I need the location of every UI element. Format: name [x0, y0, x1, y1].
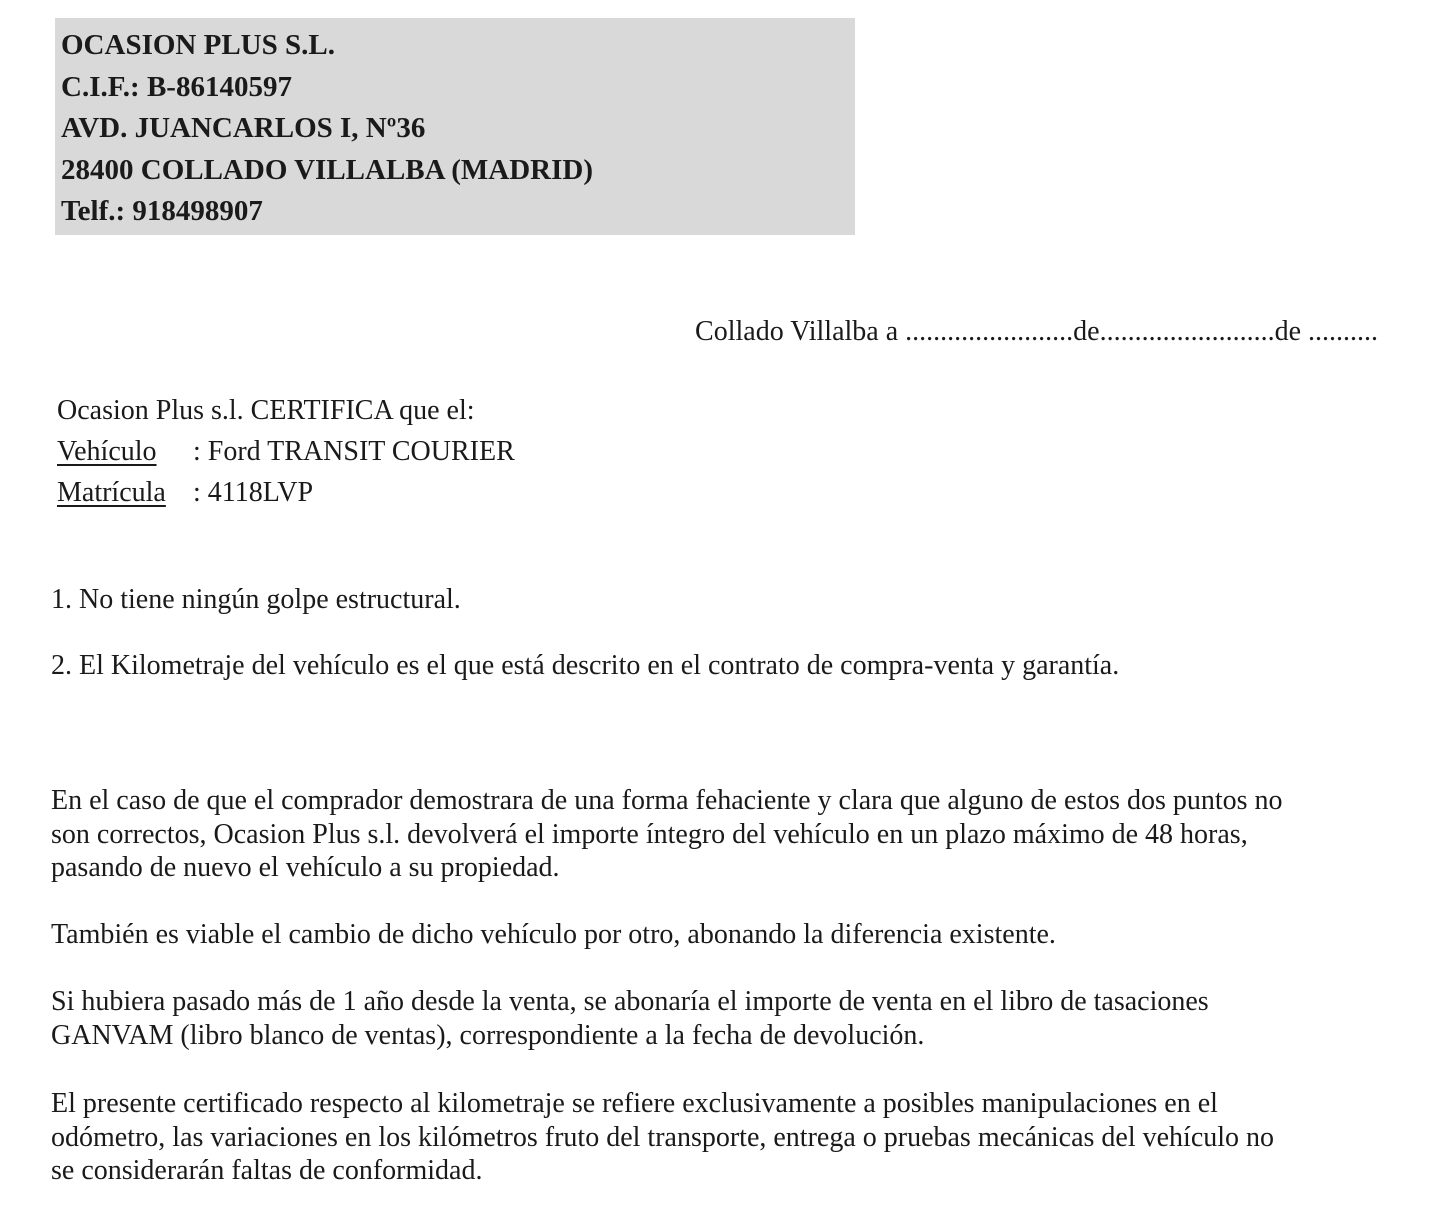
company-name: OCASION PLUS S.L. — [61, 29, 335, 61]
paragraph-exchange — [51, 918, 1391, 952]
company-cif: C.I.F.: B-86140597 — [61, 70, 292, 103]
plate-row — [57, 472, 515, 513]
paragraph-line: En el caso de que el comprador demostrara de una forma fehaciente y clara que alguno de estos dos puntos no — [51, 785, 1283, 816]
paragraph-line: son correctos, Ocasion Plus s.l. devolverá el importe íntegro del vehículo en un plazo máximo de 48 horas, — [51, 818, 1248, 850]
vehicle-row — [57, 431, 515, 472]
paragraph-refund — [51, 784, 1391, 885]
point-2: 2. El Kilometraje del vehículo es el que está descrito en el contrato de compra-venta y garantía. — [51, 650, 1120, 681]
paragraph-line: se considerarán faltas de conformidad. — [51, 1155, 483, 1186]
company-city: 28400 COLLADO VILLALBA (MADRID) — [61, 153, 593, 186]
paragraph-line: pasando de nuevo el vehículo a su propiedad. — [51, 852, 560, 883]
paragraph-line: GANVAM (libro blanco de ventas), correspondiente a la fecha de devolución. — [51, 1019, 925, 1051]
paragraph-odometer — [51, 1087, 1391, 1188]
paragraph-line: odómetro, las variaciones en los kilómetros fruto del transporte, entrega o pruebas mecánicas del vehículo no — [51, 1121, 1275, 1153]
point-1: 1. No tiene ningún golpe estructural. — [51, 584, 461, 615]
company-phone: Telf.: 918498907 — [61, 195, 263, 228]
paragraph-line: Si hubiera pasado más de 1 año desde la venta, se abonaría el importe de venta en el libro de tasaciones — [51, 986, 1209, 1017]
paragraph-line: También es viable el cambio de dicho vehículo por otro, abonando la diferencia existente. — [51, 919, 1056, 950]
plate-label: Matrícula — [57, 477, 166, 508]
company-address: AVD. JUANCARLOS I, Nº36 — [61, 112, 426, 145]
plate-value: : 4118LVP — [193, 477, 314, 508]
vehicle-value: : Ford TRANSIT COURIER — [193, 436, 515, 467]
vehicle-label: Vehículo — [57, 436, 157, 467]
date-line: Collado Villalba a ........................de.........................de .......... — [695, 316, 1378, 347]
paragraph-ganvam — [51, 985, 1391, 1052]
certificate-intro: Ocasion Plus s.l. CERTIFICA que el: — [57, 395, 475, 426]
certificate-block — [57, 390, 515, 513]
company-header — [55, 18, 855, 235]
paragraph-line: El presente certificado respecto al kilometraje se refiere exclusivamente a posibles manipulaciones en el — [51, 1088, 1218, 1119]
